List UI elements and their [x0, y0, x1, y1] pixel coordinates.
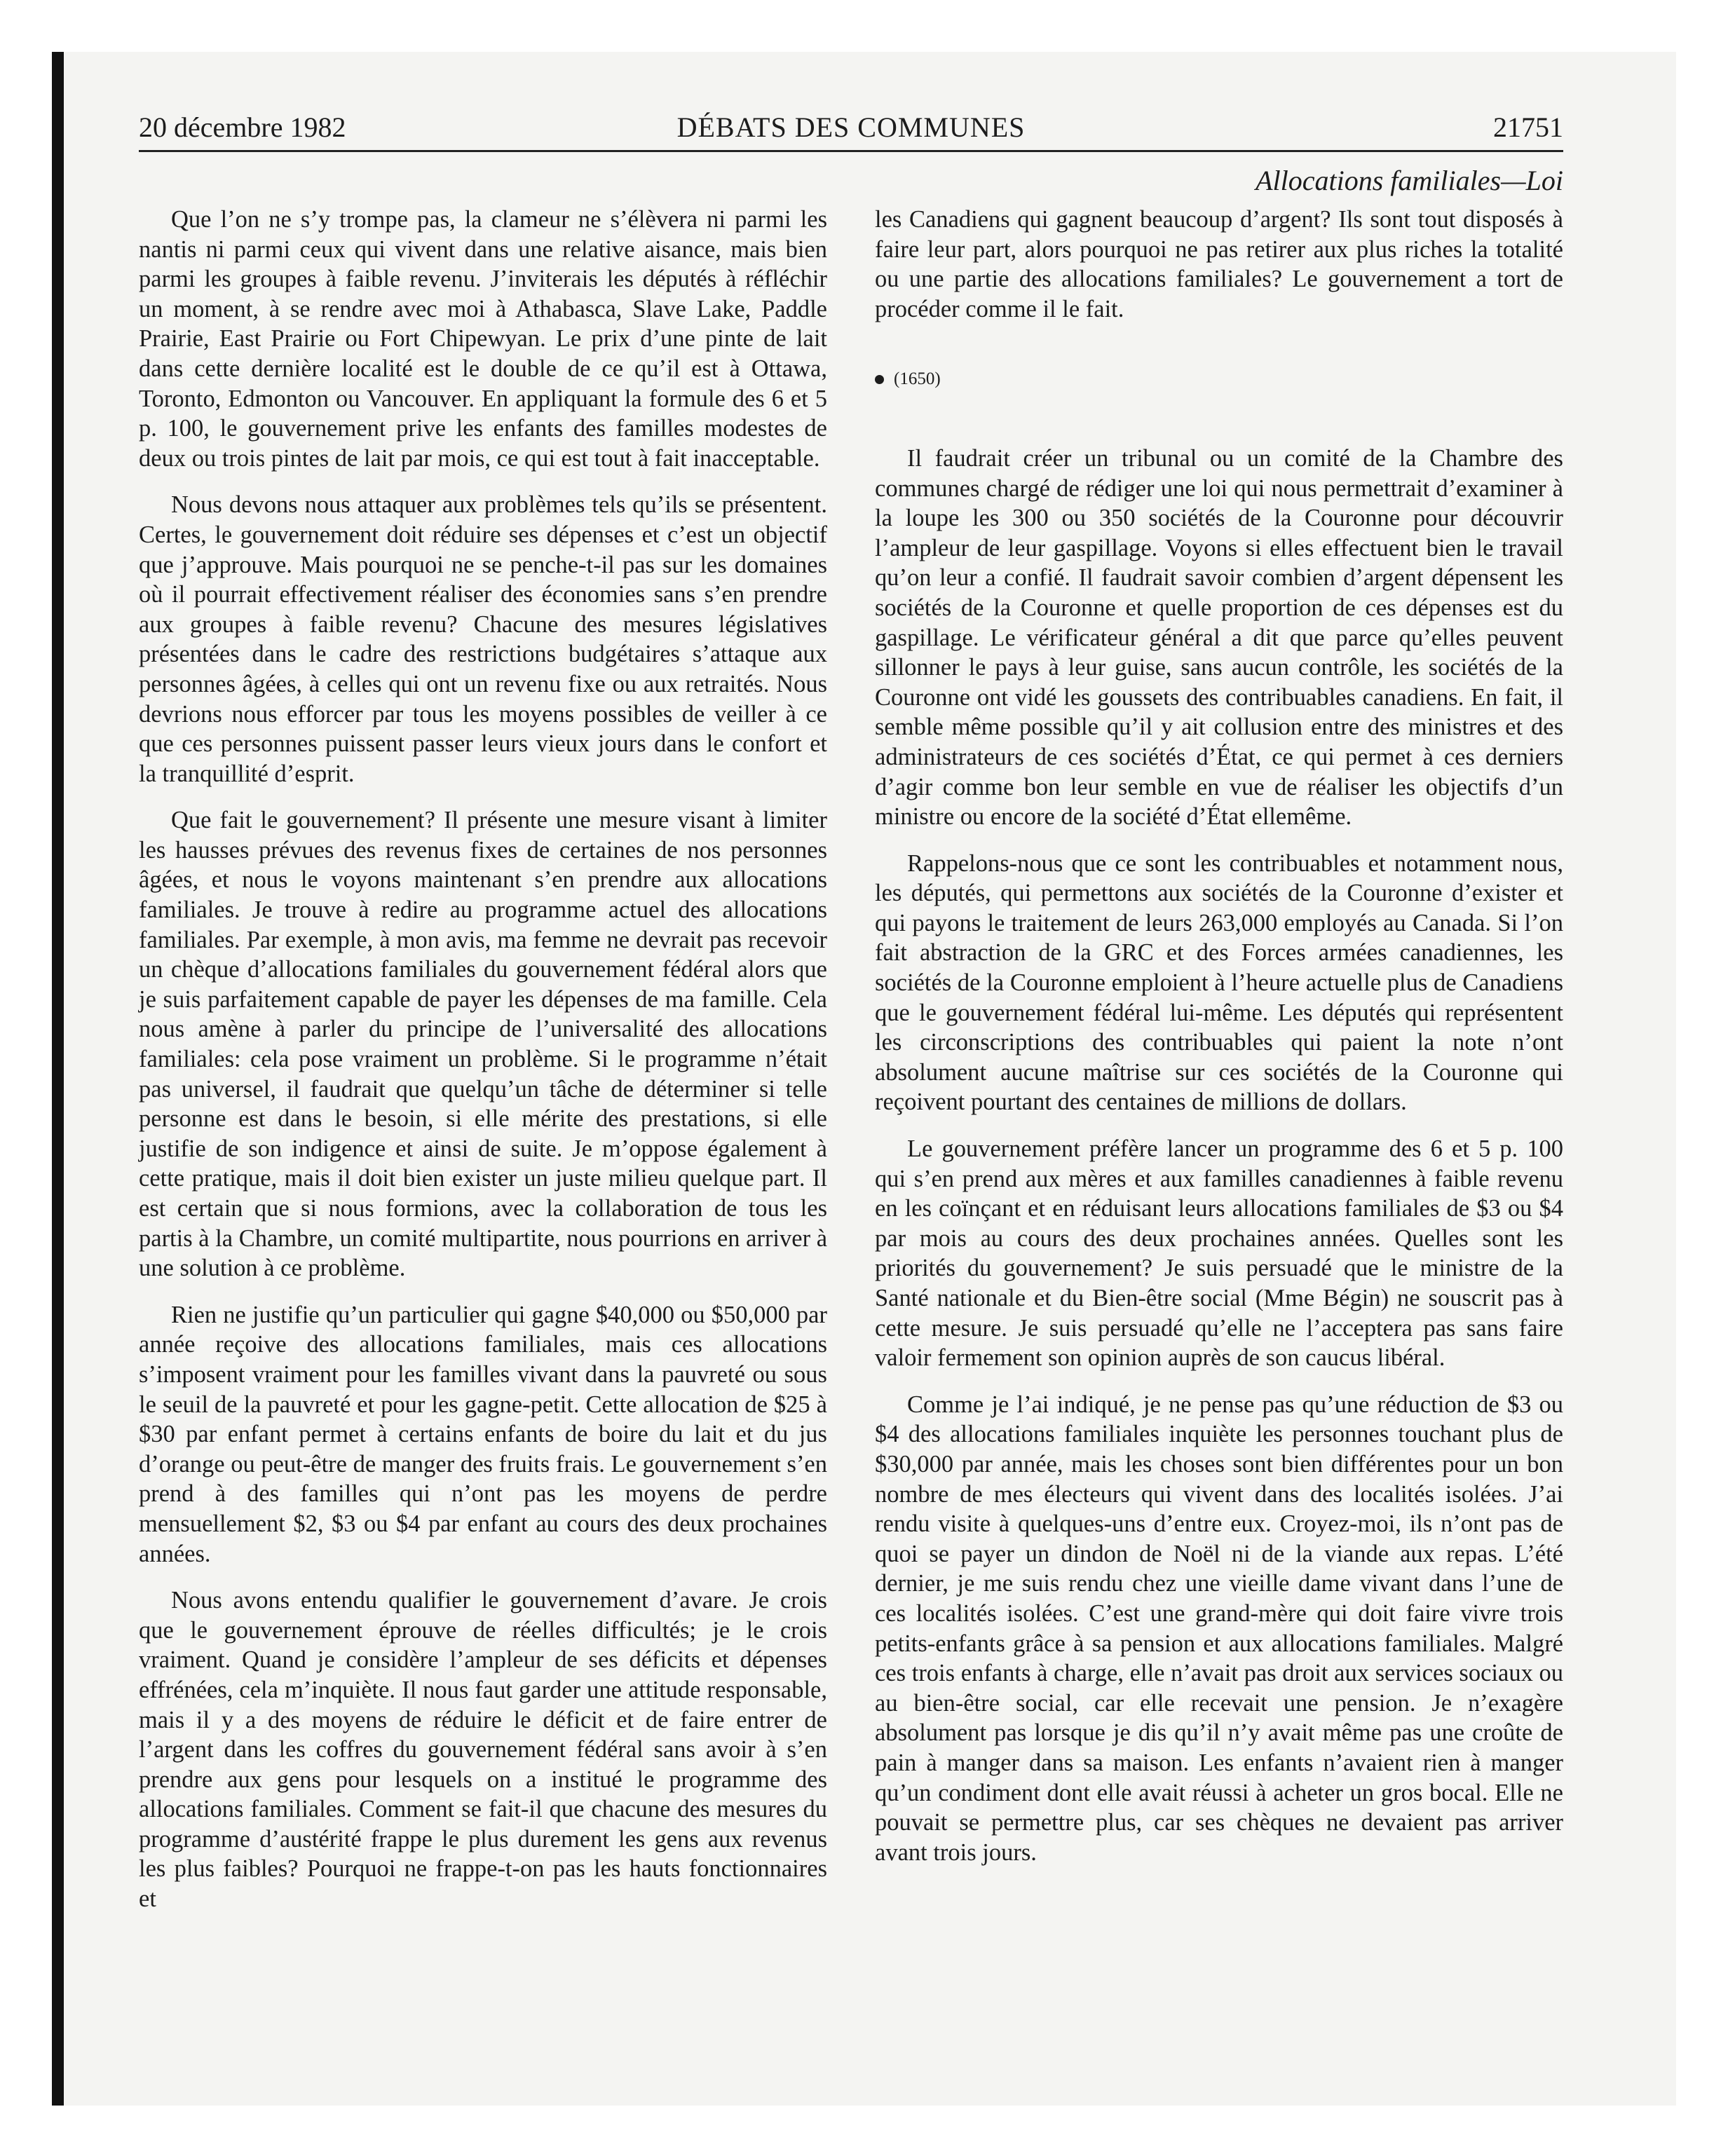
paragraph: Rappelons-nous que ce sont les contribuables et notamment nous, les députés, qui permettons aux sociétés de la Couronne d’exister et qui payons le traitement de leurs 263,000 employés au Canada. Si l’on fait abstraction de la GRC et des Forces armées canadiennes, les sociétés de la Couronne emploient à l’heure actuelle plus de Canadiens que le gouvernement fédéral lui-même. Les députés qui représentent les circonscriptions des contribuables qui paient la note n’ont absolument aucune maîtrise sur ces sociétés de la Couronne qui reçoivent pourtant des centaines de millions de dollars. [875, 850, 1563, 1116]
paragraph: Que l’on ne s’y trompe pas, la clameur ne s’élèvera ni parmi les nantis ni parmi ceux qui vivent dans une relative aisance, mais bien parmi les groupes à faible revenu. J’inviterais les députés à réfléchir un moment, à se rendre avec moi à Athabasca, Slave Lake, Paddle Prairie, East Prairie ou Fort Chipewyan. Le prix d’une pinte de lait dans cette dernière localité est le double de ce qu’il est à Ottawa, Toronto, Edmonton ou Vancouver. En appliquant la formule des 6 et 5 p. 100, le gouvernement prive les enfants des familles modestes de deux ou trois pintes de lait par mois, ce qui est tout à fait inacceptable. [139, 206, 827, 472]
paragraph: Comme je l’ai indiqué, je ne pense pas qu’une réduction de $3 ou $4 des allocations familiales inquiète les personnes touchant plus de $30,000 par année, mais les choses sont bien différentes pour un bon nombre de mes électeurs qui vivent dans des localités isolées. J’ai rendu visite à quelques-uns d’entre eux. Croyez-moi, ils n’ont pas de quoi se payer un dindon de Noël ni de la viande aux repas. L’été dernier, je me suis rendu chez une vieille dame vivant dans l’une de ces localités isolées. C’est une grand-mère qui doit faire vivre trois petits-enfants grâce à sa pension et aux allocations familiales. Malgré ces trois enfants à charge, elle n’avait pas droit aux services sociaux ou au bien-être social, car elle recevait une pension. Je n’exagère absolument pas lorsque je dis qu’il n’y avait même pas une croûte de pain à manger dans sa maison. Les enfants n’avaient rien à manger qu’un condiment dont elle avait réussi à acheter un gros bocal. Elle ne pouvait se permettre plus, car ses chèques ne devaient pas arriver avant trois jours. [875, 1391, 1563, 1866]
scan-edge [52, 52, 64, 2106]
header-date: 20 décembre 1982 [139, 111, 346, 143]
right-column [875, 205, 1563, 1884]
paragraph: Le gouvernement préfère lancer un programme des 6 et 5 p. 100 qui s’en prend aux mères et aux familles canadiennes à faible revenu en les coïnçant et en réduisant leurs allocations familiales de $3 ou $4 par mois au cours des deux prochaines années. Quelles sont les priorités du gouvernement? Je suis persuadé que le ministre de la Santé nationale et du Bien-être social (Mme Bégin) ne souscrit pas à cette mesure. Je suis persuadé qu’elle ne l’acceptera pas sans faire valoir fermement son opinion auprès de son caucus libéral. [875, 1135, 1563, 1372]
page-header [139, 111, 1563, 152]
paragraph: Il faudrait créer un tribunal ou un comité de la Chambre des communes chargé de rédiger une loi qui nous permettrait d’examiner à la loupe les 300 ou 350 sociétés de la Couronne pour découvrir l’ampleur de leur gaspillage. Voyons si elles effectuent bien le travail qu’on leur a confié. Il faudrait savoir combien d’argent dépensent les sociétés de la Couronne et quelle proportion de ces dépenses est du gaspillage. Le vérificateur général a dit que parce qu’elles peuvent sillonner le pays à leur guise, sans aucun contrôle, les sociétés de la Couronne ont vidé les goussets des contribuables canadiens. En fait, il semble même possible qu’il y ait collusion entre des ministres et des administrateurs de ces sociétés d’État, ce qui permet à ces derniers d’agir comme bon leur semble en vue de réaliser les objectifs d’un ministre ou encore de la société d’État ellemême. [875, 444, 1563, 831]
timestamp-text: (1650) [894, 369, 941, 389]
timestamp [875, 364, 1563, 395]
paragraph: Nous devons nous attaquer aux problèmes tels qu’ils se présentent. Certes, le gouvernement doit réduire ses dépenses et c’est un objectif que j’approuve. Mais pourquoi ne se penche-t-il pas sur les domaines où il pourrait effectivement réaliser des économies sans s’en prendre aux groupes à faible revenu? Chacune des mesures législatives présentées dans le cadre des restrictions budgétaires s’attaque aux personnes âgées, à celles qui ont un revenu fixe ou aux retraités. Nous devrions nous efforcer par tous les moyens possibles de veiller à ce que ces personnes puissent passer leurs vieux jours dans le confort et la tranquillité d’esprit. [139, 491, 827, 787]
bullet-icon [875, 375, 884, 384]
left-column [139, 205, 827, 1931]
paragraph: Que fait le gouvernement? Il présente une mesure visant à limiter les hausses prévues des revenus fixes de certaines de nos personnes âgées, et nous le voyons maintenant s’en prendre aux allocations familiales. Je trouve à redire au programme actuel des allocations familiales. Par exemple, à mon avis, ma femme ne devrait pas recevoir un chèque d’allocations familiales du gouvernement fédéral alors que je suis parfaitement capable de payer les dépenses de ma famille. Cela nous amène à parler du principe de l’universalité des allocations familiales: cela pose vraiment un problème. Si le programme n’était pas universel, il faudrait que quelqu’un tâche de déterminer si telle personne est dans le besoin, si elle mérite des prestations, si elle justifie de son indigence et ainsi de suite. Je m’oppose également à cette pratique, mais il doit bien exister un juste milieu quelque part. Il est certain que si nous formions, avec la collaboration de tous les partis à la Chambre, un comité multipartite, nous pourrions en arriver à une solution à ce problème. [139, 807, 828, 1282]
paragraph-continuation: les Canadiens qui gagnent beaucoup d’argent? Ils sont tout disposés à faire leur part, alors pourquoi ne pas retirer aux plus riches la totalité ou une partie des allocations familiales? Le gouvernement a tort de procéder comme il le fait. [875, 206, 1563, 322]
running-title: Allocations familiales—Loi [1256, 165, 1563, 196]
header-page-number: 21751 [1493, 111, 1563, 143]
paragraph: Rien ne justifie qu’un particulier qui gagne $40,000 ou $50,000 par année reçoive des allocations familiales, mais ces allocations s’imposent vraiment pour les familles vivant dans la pauvreté ou sous le seuil de la pauvreté et pour les gagne-petit. Cette allocation de $25 à $30 par enfant permet à certains enfants de boire du lait et du jus d’orange ou peut-être de manger des fruits frais. Le gouvernement s’en prend à des familles qui n’ont pas les moyens de perdre mensuellement $2, $3 ou $4 par enfant au cours des deux prochaines années. [139, 1301, 827, 1567]
header-publication: DÉBATS DES COMMUNES [676, 111, 1026, 143]
paragraph: Nous avons entendu qualifier le gouvernement d’avare. Je crois que le gouvernement éprouve de réelles difficultés; je le crois vraiment. Quand je considère l’ampleur de ses déficits et dépenses effrénées, cela m’inquiète. Il nous faut garder une attitude responsable, mais il y a des moyens de réduire le déficit et de faire entrer de l’argent dans les coffres du gouvernement fédéral sans avoir à s’en prendre aux gens pour lesquels on a institué le programme des allocations familiales. Comment se fait-il que chacune des mesures du programme d’austérité frappe le plus durement les gens aux revenus les plus faibles? Pourquoi ne frappe-t-on pas les hauts fonctionnaires et [139, 1587, 827, 1913]
